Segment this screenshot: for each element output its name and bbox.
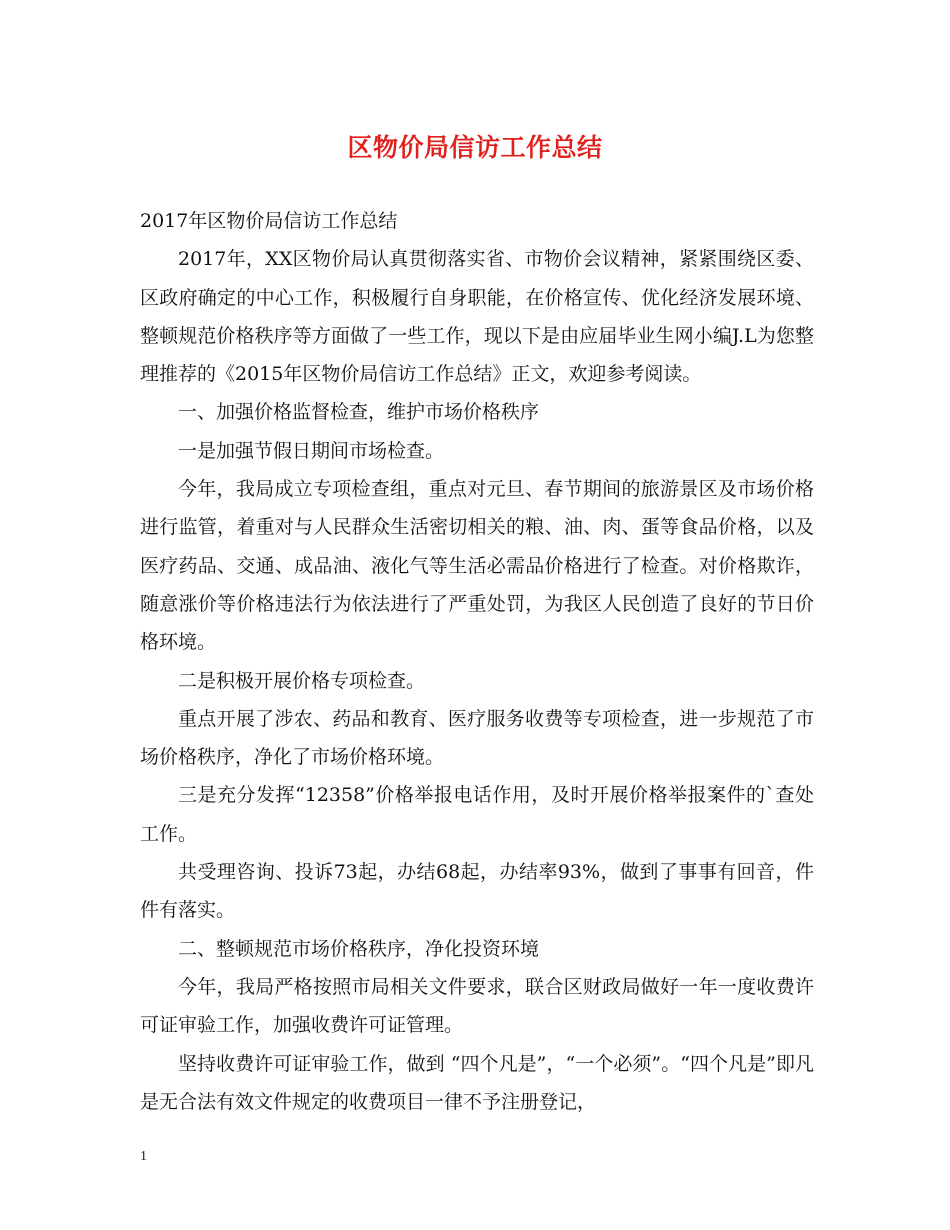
section-heading: 一、加强价格监督检查，维护市场价格秩序 [178, 401, 540, 424]
paragraph: 2017年区物价局信访工作总结 [140, 210, 398, 232]
paragraph: 一是加强节假日期间市场检查。 [178, 439, 445, 462]
section-heading: 二、整顿规范市场价格秩序，净化投资环境 [178, 937, 540, 960]
paragraph: 2017年，XX区物价局认真贯彻落实省、市物价会议精神，紧紧围绕区委、区政府确定的中心工作，积极履行自身职能，在价格宣传、优化经济发展环境、整顿规范价格秩序等方面做了一些工作，现以下是由应届毕业生网小编J.L为您整理推荐的《2015年区物价局信访工作总结》正文，欢迎参考阅读。 [140, 248, 814, 386]
paragraph: 坚持收费许可证审验工作，做到 “四个凡是”，“一个必须”。“四个凡是”即凡是无合法有效文件规定的收费项目一律不予注册登记， [140, 1052, 814, 1113]
paragraph: 三是充分发挥“12358”价格举报电话作用，及时开展价格举报案件的`查处工作。 [140, 784, 814, 845]
page-number: 1 [140, 1149, 147, 1164]
document-title: 区物价局信访工作总结 [347, 133, 603, 162]
document-body [140, 202, 814, 1121]
paragraph: 共受理咨询、投诉73起，办结68起，办结率93%，做到了事事有回音，件件有落实。 [140, 861, 814, 922]
paragraph: 今年，我局成立专项检查组，重点对元旦、春节期间的旅游景区及市场价格进行监管，着重对与人民群众生活密切相关的粮、油、肉、蛋等食品价格，以及医疗药品、交通、成品油、液化气等生活必需品价格进行了检查。对价格欺诈，随意涨价等价格违法行为依法进行了严重处罚，为我区人民创造了良好的节日价格环境。 [140, 478, 814, 654]
paragraph: 重点开展了涉农、药品和教育、医疗服务收费等专项检查，进一步规范了市场价格秩序，净化了市场价格环境。 [140, 707, 814, 769]
paragraph: 二是积极开展价格专项检查。 [178, 669, 426, 692]
paragraph: 今年，我局严格按照市局相关文件要求，联合区财政局做好一年一度收费许可证审验工作，加强收费许可证管理。 [140, 975, 814, 1037]
